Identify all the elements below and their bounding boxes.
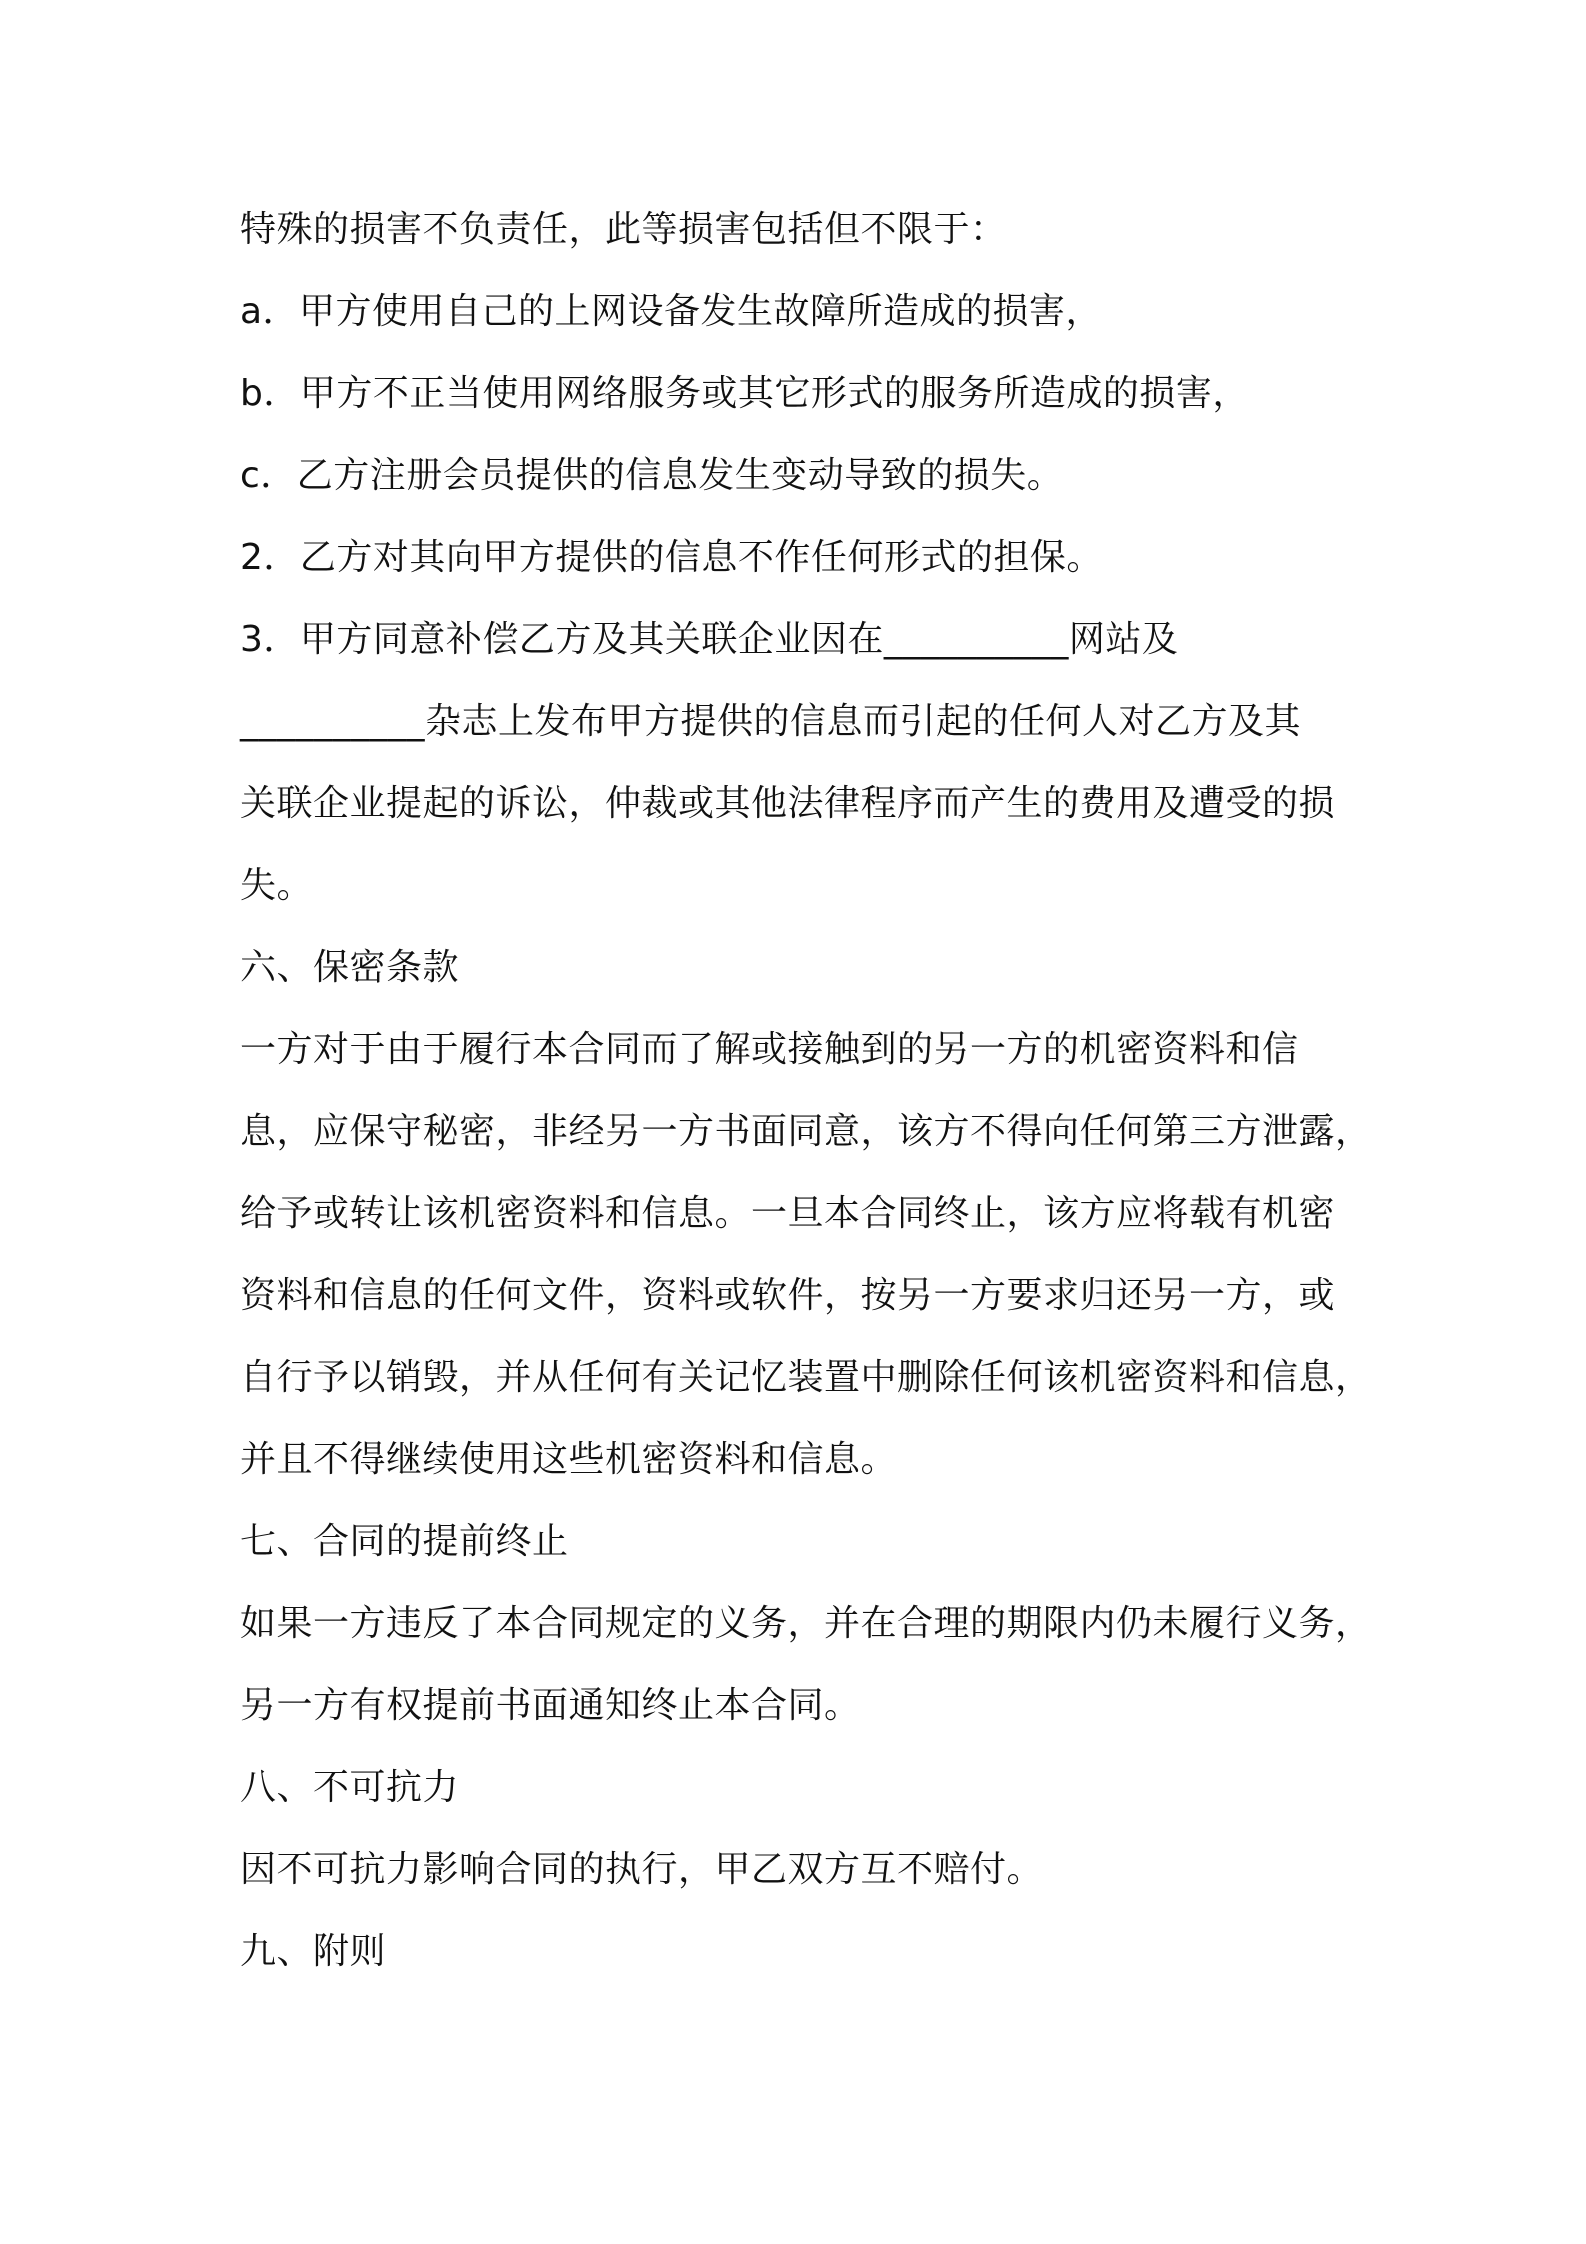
section-heading-6: 六、保密条款 (240, 947, 460, 988)
paragraph-line: 关联企业提起的诉讼，仲裁或其他法律程序而产生的费用及遭受的损 (240, 783, 1336, 824)
list-item-a: a．甲方使用自己的上网设备发生故障所造成的损害， (240, 291, 1103, 332)
paragraph-line: __________杂志上发布甲方提供的信息而引起的任何人对乙方及其 (240, 701, 1302, 742)
paragraph-line: 一方对于由于履行本合同而了解或接触到的另一方的机密资料和信 (240, 1029, 1299, 1070)
paragraph-line: 另一方有权提前书面通知终止本合同。 (240, 1685, 861, 1726)
section-heading-9: 九、附则 (240, 1931, 387, 1972)
paragraph-line: 失。 (240, 865, 314, 906)
paragraph-line: 因不可抗力影响合同的执行，甲乙双方互不赔付。 (240, 1849, 1044, 1890)
paragraph-line: 息，应保守秘密，非经另一方书面同意，该方不得向任何第三方泄露， (240, 1111, 1372, 1152)
section-heading-7: 七、合同的提前终止 (240, 1521, 569, 1562)
section-heading-8: 八、不可抗力 (240, 1767, 460, 1808)
paragraph-line: 自行予以销毁，并从任何有关记忆装置中删除任何该机密资料和信息， (240, 1357, 1372, 1398)
clause-2: 2．乙方对其向甲方提供的信息不作任何形式的担保。 (240, 537, 1103, 578)
paragraph-line: 如果一方违反了本合同规定的义务，并在合理的期限内仍未履行义务， (240, 1603, 1372, 1644)
paragraph-line: 给予或转让该机密资料和信息。一旦本合同终止，该方应将载有机密 (240, 1193, 1336, 1234)
clause-3: 3．甲方同意补偿乙方及其关联企业因在__________网站及 (240, 619, 1179, 660)
paragraph-line: 特殊的损害不负责任，此等损害包括但不限于： (240, 209, 1007, 250)
paragraph-line: 并且不得继续使用这些机密资料和信息。 (240, 1439, 898, 1480)
paragraph-line: 资料和信息的任何文件，资料或软件，按另一方要求归还另一方，或 (240, 1275, 1336, 1316)
list-item-c: c．乙方注册会员提供的信息发生变动导致的损失。 (240, 455, 1064, 496)
list-item-b: b．甲方不正当使用网络服务或其它形式的服务所造成的损害， (240, 373, 1249, 414)
